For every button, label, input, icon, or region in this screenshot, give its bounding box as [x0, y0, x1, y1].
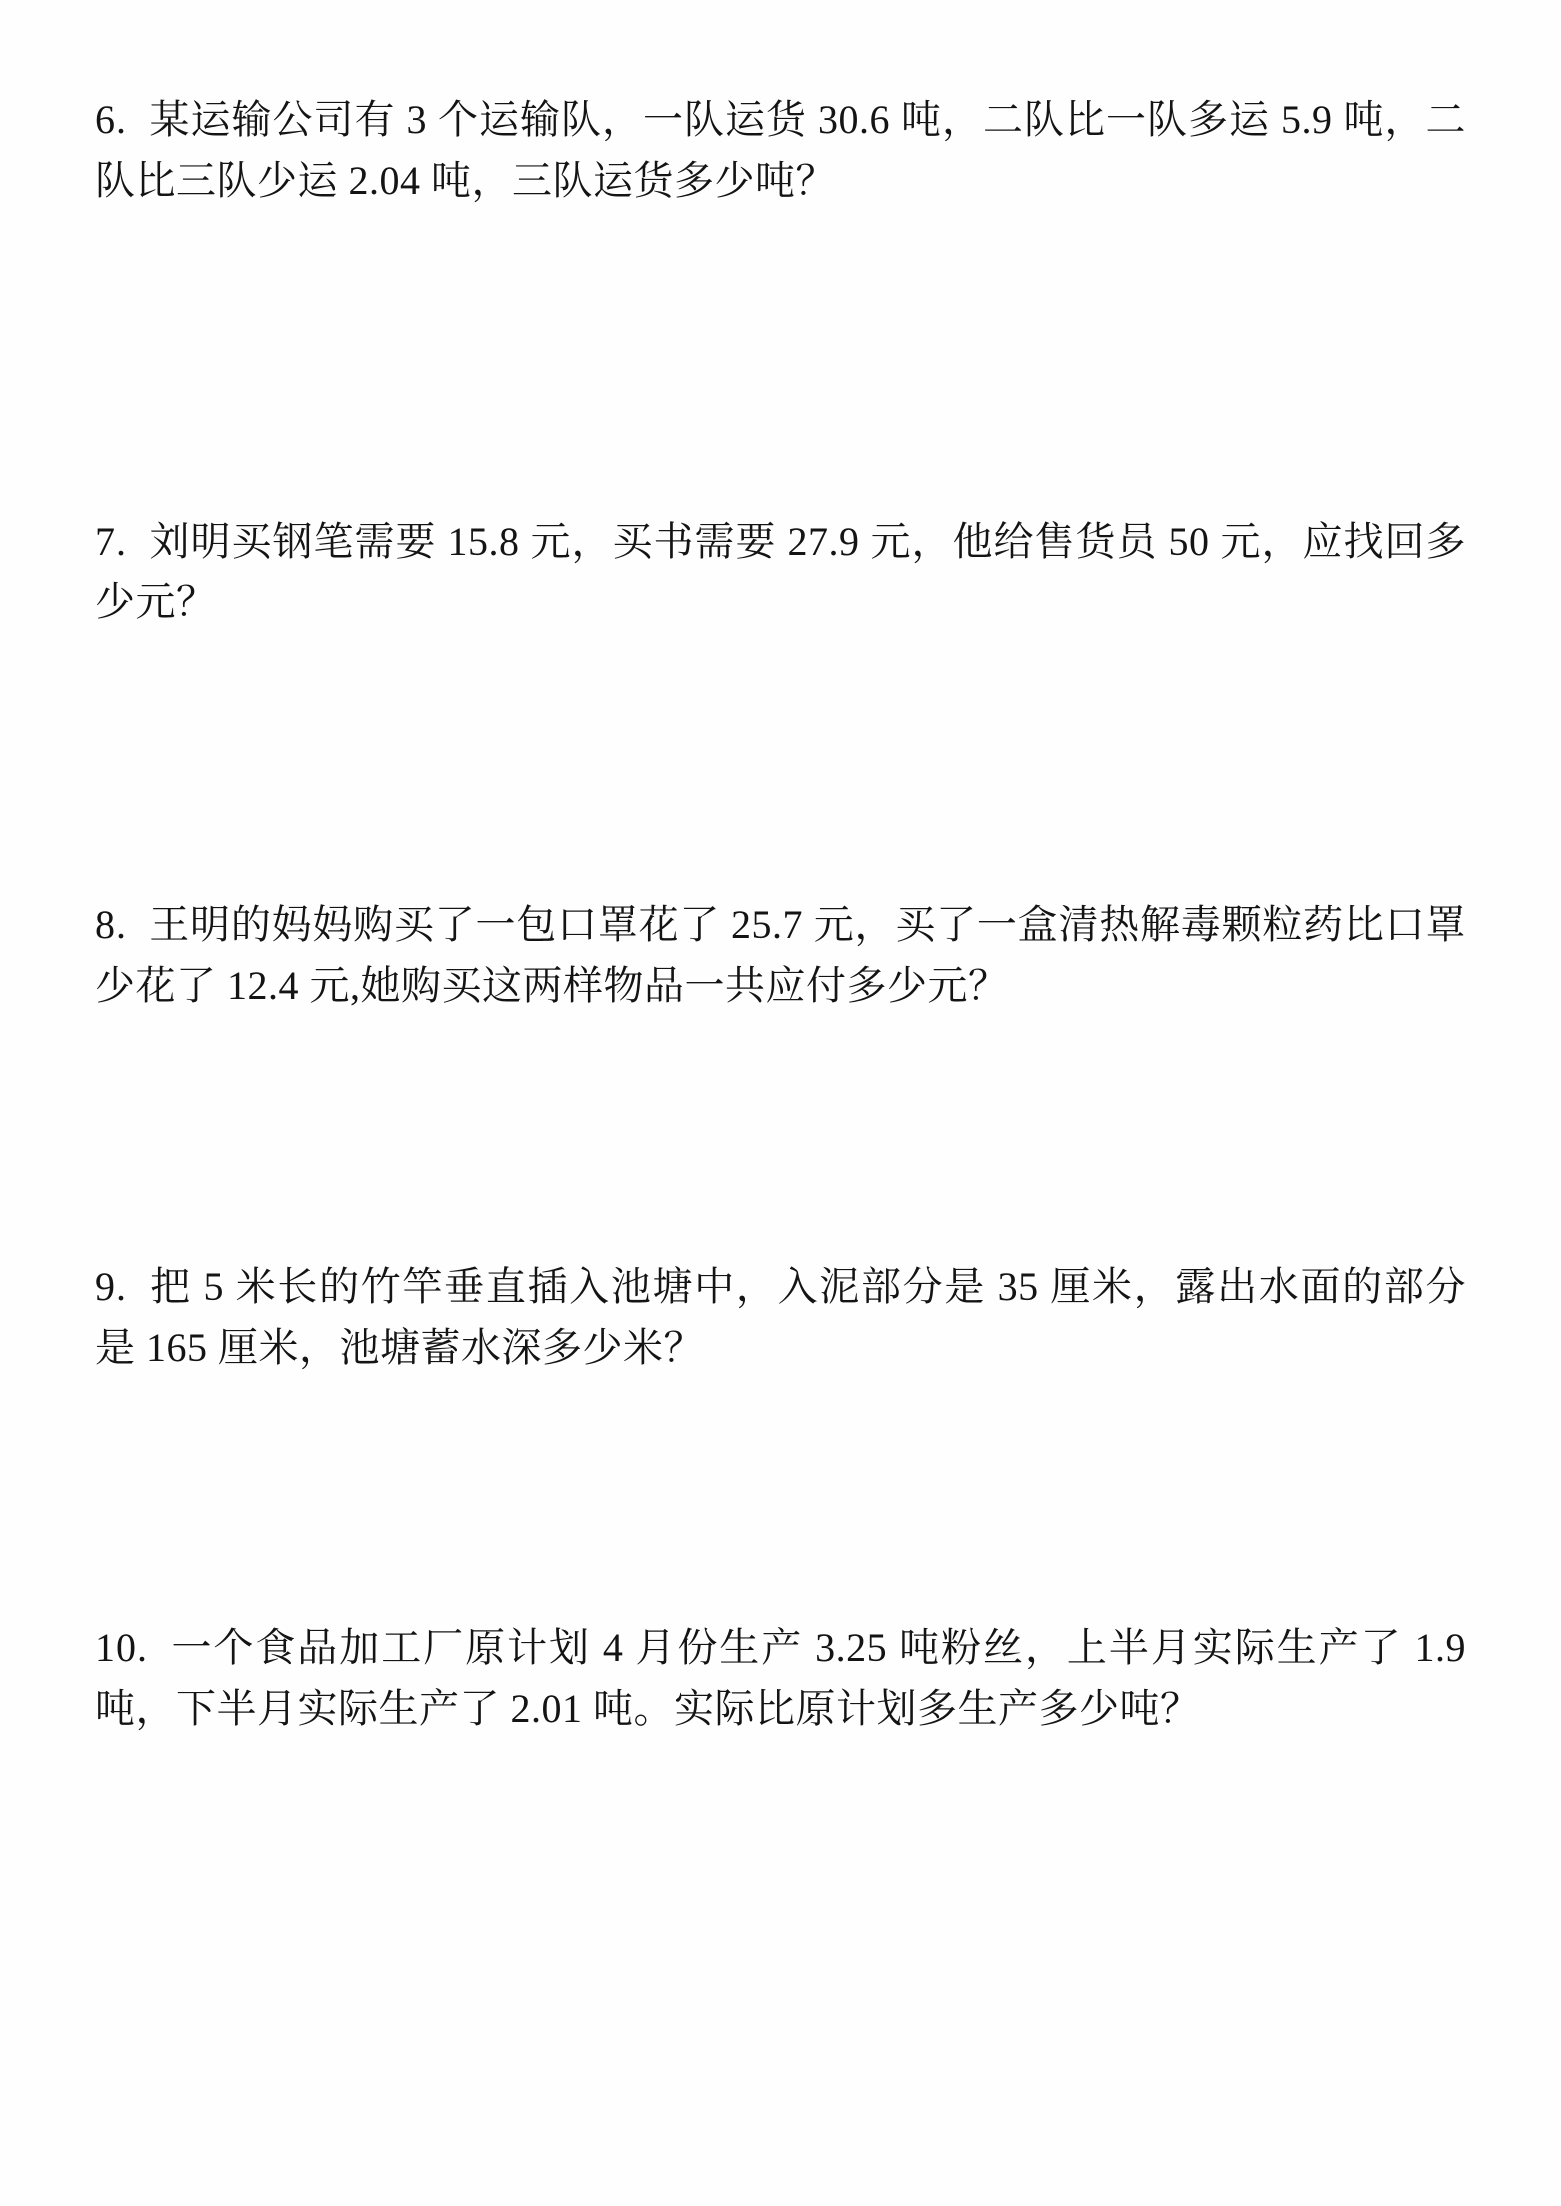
- problem-text: 一个食品加工厂原计划 4 月份生产 3.25 吨粉丝，上半月实际生产了 1.9 吨，下半月实际生产了 2.01 吨。实际比原计划多生产多少吨？: [95, 1625, 1466, 1732]
- problem-text: 刘明买钢笔需要 15.8 元，买书需要 27.9 元，他给售货员 50 元，应找回多少元？: [95, 518, 1466, 625]
- problem-number: 8.: [95, 902, 127, 948]
- problem-text: 某运输公司有 3 个运输队，一队运货 30.6 吨，二队比一队多运 5.9 吨，二队比三队少运 2.04 吨，三队运货多少吨？: [95, 97, 1466, 203]
- problem-number: 6.: [95, 97, 127, 142]
- problem-number: 7.: [95, 518, 127, 564]
- problem-text: 把 5 米长的竹竿垂直插入池塘中，入泥部分是 35 厘米，露出水面的部分是 165 厘米，池塘蓄水深多少米？: [95, 1263, 1466, 1370]
- problem-text: 王明的妈妈购买了一包口罩花了 25.7 元，买了一盒清热解毒颗粒药比口罩少花了 12.4 元,她购买这两样物品一共应付多少元？: [95, 902, 1466, 1008]
- problem-number: 9.: [95, 1263, 127, 1309]
- problem-number: 10.: [95, 1625, 148, 1671]
- problem-item: [95, 1257, 1466, 1379]
- problem-item: [95, 90, 1466, 212]
- problem-item: [95, 895, 1466, 1017]
- problem-item: [95, 512, 1466, 634]
- problem-item: [95, 1618, 1466, 1740]
